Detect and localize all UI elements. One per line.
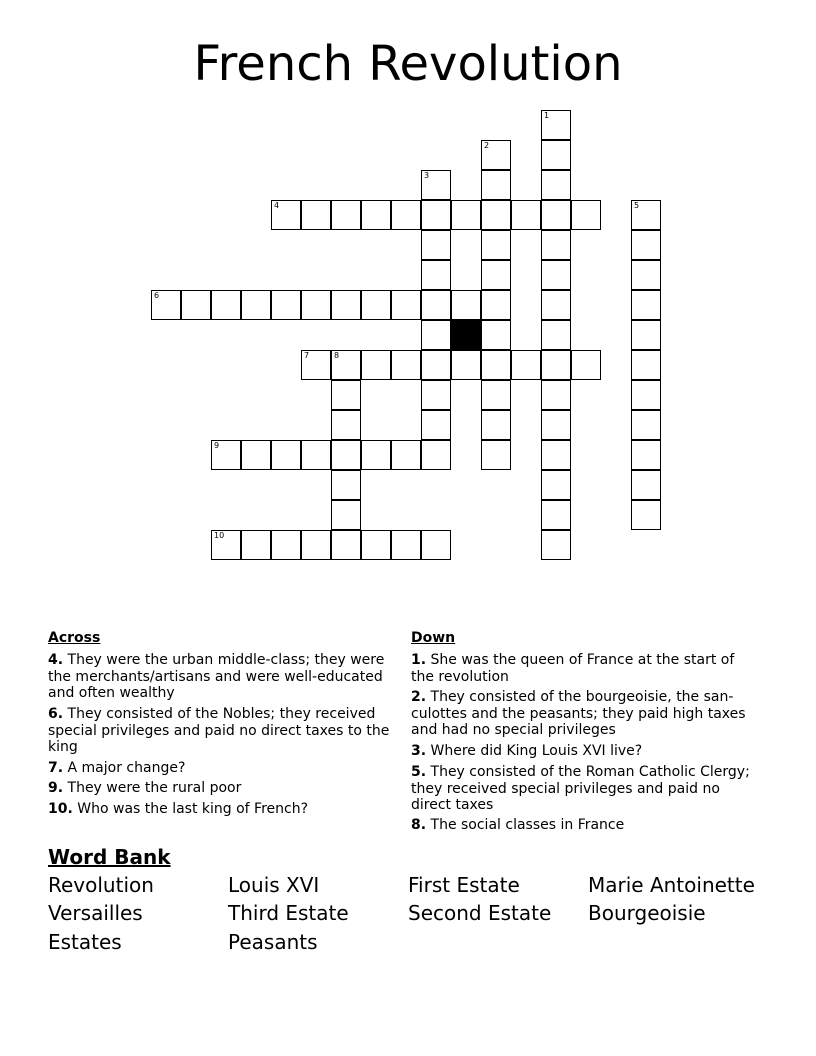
clue-number: 4 — [274, 201, 280, 210]
grid-cell[interactable] — [331, 470, 361, 500]
grid-cell[interactable] — [391, 290, 421, 320]
grid-cell[interactable] — [541, 260, 571, 290]
grid-cell[interactable] — [331, 200, 361, 230]
clue-text: They consisted of the bourgeoisie, the san-culottes and the peasants; they paid high taxes and had no special privileges — [411, 689, 746, 738]
grid-cell[interactable] — [211, 530, 241, 560]
grid-cell[interactable] — [271, 290, 301, 320]
word-bank-item: Marie Antoinette — [588, 873, 755, 897]
grid-cell[interactable] — [421, 320, 451, 350]
clue-number-label: 7. — [48, 760, 64, 776]
grid-cell[interactable] — [481, 290, 511, 320]
grid-cell[interactable] — [151, 290, 181, 320]
grid-cell[interactable] — [331, 530, 361, 560]
clue-number-label: 9. — [48, 780, 64, 796]
grid-cell[interactable] — [541, 380, 571, 410]
across-heading: Across — [48, 630, 101, 646]
clue-text: Who was the last king of French? — [72, 801, 309, 817]
grid-cell[interactable] — [361, 350, 391, 380]
down-clue — [411, 652, 761, 685]
grid-cell[interactable] — [481, 380, 511, 410]
grid-cell[interactable] — [211, 440, 241, 470]
grid-block — [451, 320, 481, 350]
grid-cell[interactable] — [631, 320, 661, 350]
clue-number-label: 4. — [48, 652, 64, 668]
grid-cell[interactable] — [631, 380, 661, 410]
clue-number-label: 3. — [411, 743, 427, 759]
grid-cell[interactable] — [541, 320, 571, 350]
grid-cell[interactable] — [511, 350, 541, 380]
word-bank-item: Third Estate — [228, 901, 349, 925]
grid-cell[interactable] — [451, 350, 481, 380]
clue-number: 6 — [154, 291, 160, 300]
grid-cell[interactable] — [301, 530, 331, 560]
grid-cell[interactable] — [631, 290, 661, 320]
grid-cell[interactable] — [481, 140, 511, 170]
clue-text: They consisted of the Roman Catholic Clergy; they received special privileges and paid no direct taxes — [411, 764, 750, 813]
clue-text: The social classes in France — [426, 817, 625, 833]
across-clue — [48, 780, 393, 797]
grid-cell[interactable] — [421, 410, 451, 440]
word-bank-heading: Word Bank — [48, 845, 171, 869]
grid-cell[interactable] — [271, 200, 301, 230]
grid-cell[interactable] — [451, 200, 481, 230]
grid-cell[interactable] — [541, 140, 571, 170]
grid-cell[interactable] — [421, 200, 451, 230]
grid-cell[interactable] — [481, 200, 511, 230]
across-clue — [48, 801, 393, 818]
clue-text: She was the queen of France at the start of the revolution — [411, 652, 735, 685]
clue-number: 7 — [304, 351, 310, 360]
clue-number: 8 — [334, 351, 340, 360]
grid-cell[interactable] — [451, 290, 481, 320]
word-bank-item: Estates — [48, 930, 122, 954]
grid-cell[interactable] — [481, 350, 511, 380]
down-clue — [411, 764, 761, 814]
down-heading: Down — [411, 630, 456, 646]
word-bank-item: First Estate — [408, 873, 520, 897]
grid-cell[interactable] — [391, 350, 421, 380]
clue-text: They were the urban middle-class; they were the merchants/artisans and were well-educated and often wealthy — [48, 652, 385, 701]
grid-cell[interactable] — [421, 350, 451, 380]
grid-cell[interactable] — [541, 230, 571, 260]
grid-cell[interactable] — [331, 350, 361, 380]
grid-cell[interactable] — [421, 380, 451, 410]
grid-cell[interactable] — [331, 440, 361, 470]
grid-cell[interactable] — [331, 380, 361, 410]
clue-number: 2 — [484, 141, 490, 150]
word-bank-item: Peasants — [228, 930, 318, 954]
grid-cell[interactable] — [481, 320, 511, 350]
grid-cell[interactable] — [631, 230, 661, 260]
grid-cell[interactable] — [571, 200, 601, 230]
grid-cell[interactable] — [391, 200, 421, 230]
grid-cell[interactable] — [361, 200, 391, 230]
grid-cell[interactable] — [631, 470, 661, 500]
clue-number: 9 — [214, 441, 220, 450]
grid-cell[interactable] — [631, 410, 661, 440]
clue-text: They were the rural poor — [63, 780, 242, 796]
grid-cell[interactable] — [481, 170, 511, 200]
grid-cell[interactable] — [211, 290, 241, 320]
grid-cell[interactable] — [271, 530, 301, 560]
grid-cell[interactable] — [301, 200, 331, 230]
down-clue — [411, 743, 761, 760]
grid-cell[interactable] — [541, 440, 571, 470]
clue-number-label: 10. — [48, 801, 73, 817]
grid-cell[interactable] — [361, 290, 391, 320]
clue-number-label: 2. — [411, 689, 427, 705]
across-clue — [48, 706, 393, 756]
grid-cell[interactable] — [421, 260, 451, 290]
grid-cell[interactable] — [511, 200, 541, 230]
grid-cell[interactable] — [241, 440, 271, 470]
word-bank-item: Second Estate — [408, 901, 552, 925]
grid-cell[interactable] — [541, 200, 571, 230]
across-clue — [48, 652, 393, 702]
word-bank-item: Bourgeoisie — [588, 901, 706, 925]
grid-cell[interactable] — [421, 170, 451, 200]
grid-cell[interactable] — [541, 470, 571, 500]
clue-number: 1 — [544, 111, 550, 120]
page-title: French Revolution — [193, 36, 623, 92]
word-bank-item: Louis XVI — [228, 873, 320, 897]
grid-cell[interactable] — [421, 290, 451, 320]
grid-cell[interactable] — [631, 440, 661, 470]
grid-cell[interactable] — [631, 500, 661, 530]
grid-cell[interactable] — [391, 440, 421, 470]
grid-cell[interactable] — [481, 230, 511, 260]
grid-cell[interactable] — [421, 230, 451, 260]
clue-number-label: 8. — [411, 817, 427, 833]
grid-cell[interactable] — [541, 170, 571, 200]
grid-cell[interactable] — [631, 350, 661, 380]
clue-text: A major change? — [63, 760, 186, 776]
grid-cell[interactable] — [301, 350, 331, 380]
grid-cell[interactable] — [541, 110, 571, 140]
grid-cell[interactable] — [481, 410, 511, 440]
grid-cell[interactable] — [541, 410, 571, 440]
grid-cell[interactable] — [271, 440, 301, 470]
down-clue — [411, 689, 761, 739]
grid-cell[interactable] — [361, 440, 391, 470]
grid-cell[interactable] — [481, 440, 511, 470]
clue-number-label: 6. — [48, 706, 64, 722]
grid-cell[interactable] — [631, 260, 661, 290]
grid-cell[interactable] — [541, 500, 571, 530]
grid-cell[interactable] — [241, 530, 271, 560]
clue-number: 5 — [634, 201, 640, 210]
clue-number-label: 5. — [411, 764, 427, 780]
grid-cell[interactable] — [421, 440, 451, 470]
grid-cell[interactable] — [571, 350, 601, 380]
grid-cell[interactable] — [331, 290, 361, 320]
word-bank-item: Revolution — [48, 873, 154, 897]
grid-cell[interactable] — [541, 290, 571, 320]
grid-cell[interactable] — [331, 410, 361, 440]
clue-number: 10 — [214, 531, 225, 540]
grid-cell[interactable] — [301, 290, 331, 320]
grid-cell[interactable] — [421, 530, 451, 560]
word-bank-item: Versailles — [48, 901, 143, 925]
grid-cell[interactable] — [241, 290, 271, 320]
grid-cell[interactable] — [331, 500, 361, 530]
grid-cell[interactable] — [481, 260, 511, 290]
down-clue — [411, 817, 761, 834]
grid-cell[interactable] — [541, 350, 571, 380]
grid-cell[interactable] — [631, 200, 661, 230]
clue-number-label: 1. — [411, 652, 427, 668]
grid-cell[interactable] — [361, 530, 391, 560]
clue-text: Where did King Louis XVI live? — [426, 743, 643, 759]
grid-cell[interactable] — [541, 530, 571, 560]
across-clue — [48, 760, 393, 777]
grid-cell[interactable] — [391, 530, 421, 560]
clue-text: They consisted of the Nobles; they received special privileges and paid no direct taxes to the king — [48, 706, 390, 755]
grid-cell[interactable] — [301, 440, 331, 470]
grid-cell[interactable] — [181, 290, 211, 320]
clue-number: 3 — [424, 171, 430, 180]
